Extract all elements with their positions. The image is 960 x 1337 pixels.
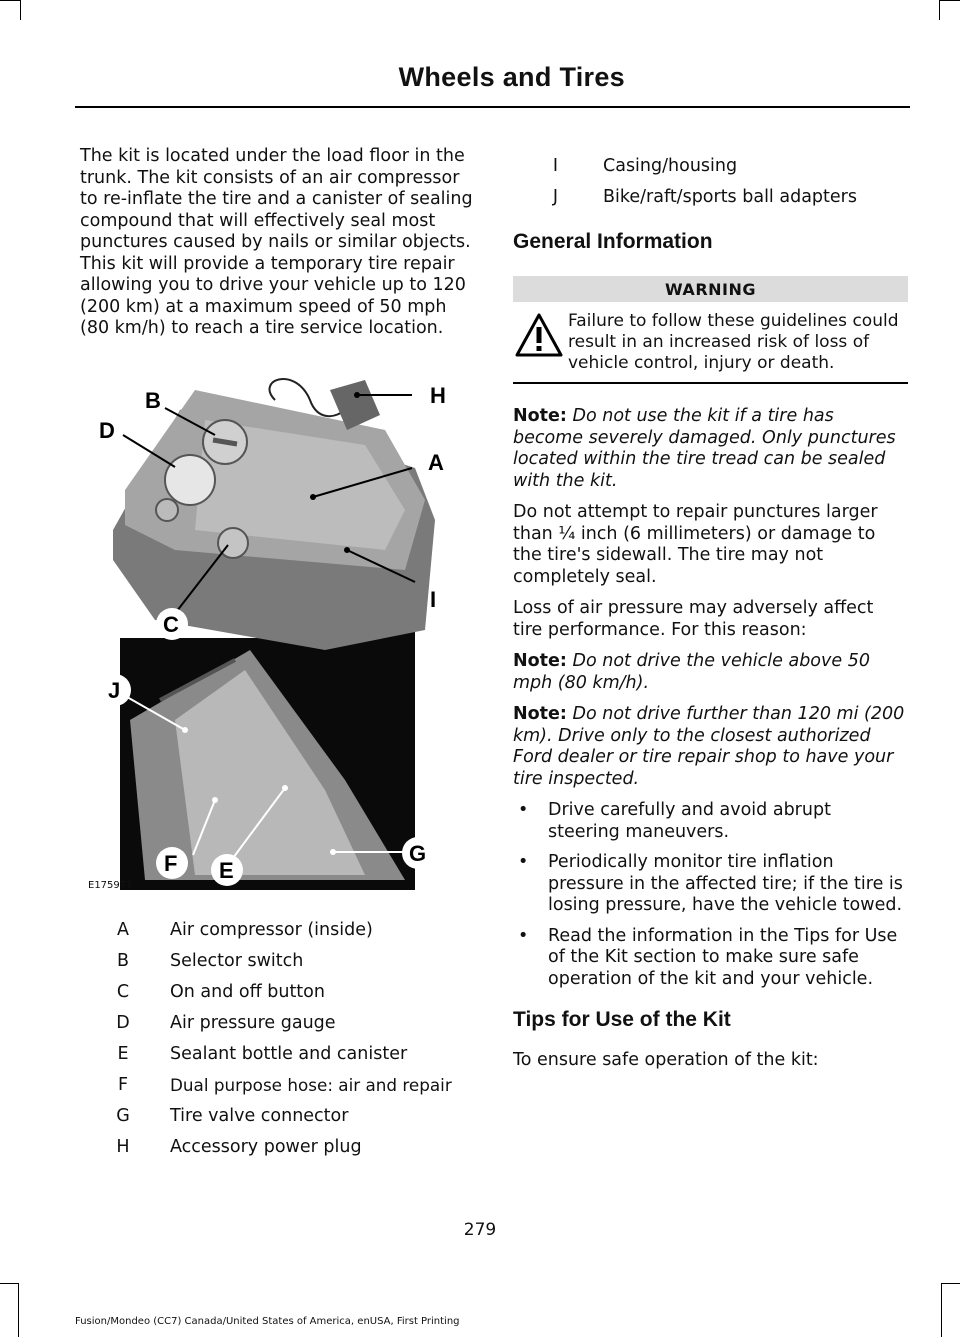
- warning-header: WARNING: [513, 276, 908, 302]
- warning-text: Failure to follow these guidelines could result in an increased risk of loss of vehicle control, injury or death.: [568, 311, 899, 373]
- legend-row: [98, 1137, 478, 1168]
- legend-key: J: [552, 187, 559, 207]
- compressor-port: [156, 499, 178, 521]
- legend-row: [98, 1044, 478, 1075]
- note-3-text: Do not drive further than 120 mi (200 km). Drive only to the closest authorized Ford dealer or tire repair shop to have your tire inspected.: [513, 704, 905, 789]
- list-item: [513, 926, 908, 991]
- legend-row: [98, 920, 478, 951]
- callout-c: C: [163, 612, 179, 637]
- note-2: [513, 651, 908, 694]
- callout-a: A: [428, 450, 444, 475]
- legend-label: Dual purpose hose: air and repair: [170, 1075, 452, 1095]
- warning-triangle-icon: [515, 312, 563, 358]
- legend-label: On and off button: [170, 982, 325, 1002]
- legend-label: Sealant bottle and canister: [170, 1044, 408, 1064]
- legend-row: [513, 156, 908, 187]
- crop-mark: [0, 1283, 18, 1284]
- bullet-text: Read the information in the Tips for Use of the Kit section to make sure safe operation of the kit and your vehicle.: [548, 925, 898, 989]
- legend-label: Casing/housing: [603, 156, 738, 176]
- left-column: [80, 146, 475, 340]
- pressure-gauge: [165, 455, 215, 505]
- legend-label: Selector switch: [170, 951, 304, 971]
- legend-key: D: [116, 1013, 130, 1033]
- crop-mark: [942, 1283, 960, 1284]
- legend-label: Air pressure gauge: [170, 1013, 336, 1033]
- legend-key: C: [116, 982, 130, 1002]
- legend-key: F: [117, 1075, 129, 1095]
- legend-key: A: [117, 920, 129, 940]
- legend-label: Bike/raft/sports ball adapters: [603, 187, 857, 207]
- note-label: Note:: [513, 704, 567, 724]
- bullet-icon: •: [518, 800, 529, 820]
- crop-mark: [939, 0, 940, 20]
- legend-row: [98, 951, 478, 982]
- legend-row: [513, 187, 908, 218]
- crop-mark: [0, 0, 20, 1]
- callout-j: J: [108, 678, 121, 703]
- callout-f: F: [164, 851, 178, 876]
- figure-id: E175977: [88, 880, 133, 891]
- legend-label: Air compressor (inside): [170, 920, 373, 940]
- note-label: Note:: [513, 651, 567, 671]
- bullet-icon: •: [518, 925, 529, 946]
- crop-mark: [940, 0, 960, 1]
- legend-key: G: [116, 1106, 130, 1126]
- legend-key: I: [552, 156, 559, 176]
- legend-key: B: [116, 951, 129, 971]
- right-column: [513, 156, 908, 1072]
- crop-mark: [20, 0, 21, 20]
- legend-row: [98, 1106, 478, 1137]
- legend-row: [98, 982, 478, 1013]
- bullet-text: Periodically monitor tire inflation pressure in the affected tire; if the tire is losing pressure, have the vehicle towed.: [548, 852, 903, 915]
- note-3: [513, 704, 908, 790]
- legend-label: Accessory power plug: [170, 1137, 362, 1157]
- callout-g: G: [409, 841, 427, 866]
- warning-box: [513, 276, 908, 384]
- bullet-icon: •: [518, 852, 529, 872]
- note-label: Note:: [513, 406, 567, 426]
- legend-row: [98, 1013, 478, 1044]
- header-rule: [75, 106, 910, 108]
- page-number: 279: [463, 1220, 497, 1240]
- bullet-list: [513, 800, 908, 990]
- callout-b: B: [145, 388, 161, 413]
- tire-repair-kit-illustration: [85, 360, 455, 900]
- note-1: [513, 406, 908, 492]
- air-pressure-paragraph: Loss of air pressure may adversely affect tire performance. For this reason:: [513, 598, 874, 640]
- footer-text: Fusion/Mondeo (CC7) Canada/United States of America, enUSA, First Printing: [75, 1316, 460, 1327]
- legend-row: [98, 1075, 478, 1106]
- legend-left: [98, 920, 478, 1168]
- tips-heading: Tips for Use of the Kit: [513, 1008, 731, 1031]
- callout-i: I: [430, 587, 437, 612]
- warning-body: [513, 302, 908, 384]
- crop-mark: [941, 1283, 942, 1337]
- legend-key: H: [116, 1137, 130, 1157]
- note-1-text: Do not use the kit if a tire has become severely damaged. Only punctures located within the tire tread can be sealed with the kit.: [513, 406, 896, 491]
- general-information-heading: General Information: [513, 230, 713, 253]
- callout-h: H: [430, 383, 446, 408]
- intro-paragraph: The kit is located under the load floor in the trunk. The kit consists of an air compressor to re-inflate the tire and a canister of sealing compound that will effectively seal most punctures caused by nails or similar objects. This kit will provide a temporary tire repair allowing you to drive your vehicle up to 120 (200 km) at a maximum speed of 50 mph (80 km/h) to reach a tire service location.: [80, 146, 473, 338]
- bullet-text: Drive carefully and avoid abrupt steering maneuvers.: [548, 800, 831, 842]
- legend-label: Tire valve connector: [170, 1106, 349, 1126]
- page-title: Wheels and Tires: [398, 62, 625, 92]
- callout-d: D: [99, 418, 115, 443]
- list-item: [513, 852, 908, 917]
- puncture-paragraph: Do not attempt to repair punctures larger than ¼ inch (6 millimeters) or damage to the tire's sidewall. The tire may not completely seal.: [513, 502, 878, 587]
- callout-e: E: [219, 858, 234, 883]
- legend-key: E: [117, 1044, 129, 1064]
- list-item: [513, 800, 908, 843]
- crop-mark: [18, 1283, 19, 1337]
- tips-paragraph: To ensure safe operation of the kit:: [513, 1050, 819, 1070]
- note-2-text: Do not drive the vehicle above 50 mph (80 km/h).: [513, 651, 870, 693]
